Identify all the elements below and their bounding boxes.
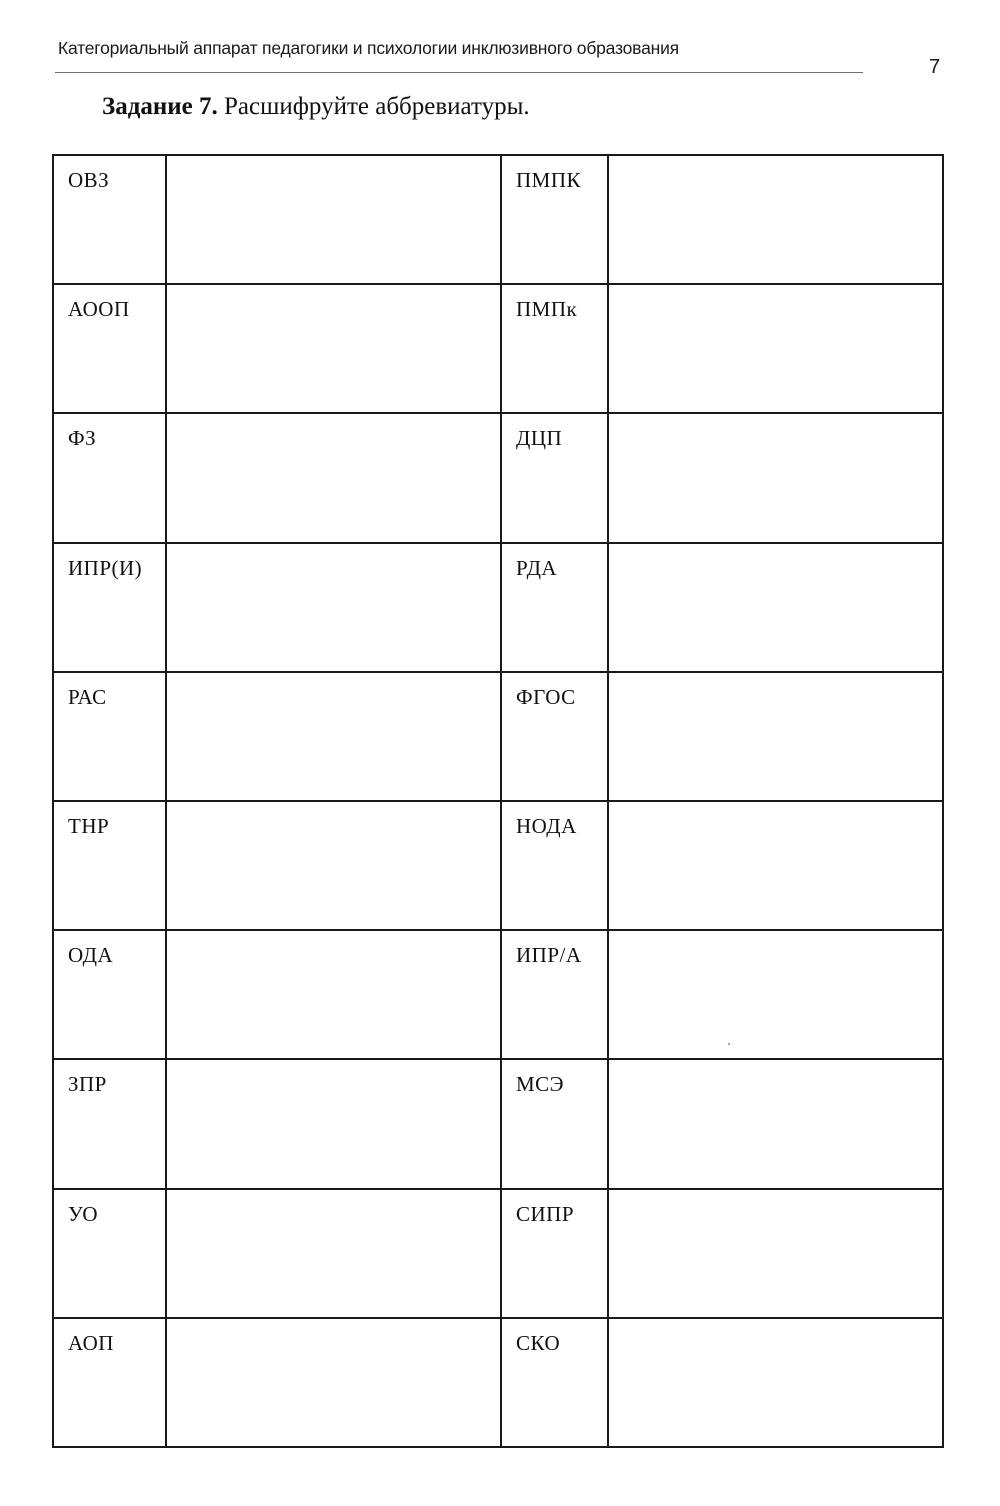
table-row bbox=[53, 1059, 943, 1188]
answer-cell[interactable] bbox=[608, 284, 943, 413]
abbreviation-cell: ЗПР bbox=[53, 1059, 166, 1188]
abbreviation-cell: ТНР bbox=[53, 801, 166, 930]
answer-cell[interactable] bbox=[166, 1318, 501, 1447]
abbreviation-cell: ФЗ bbox=[53, 413, 166, 542]
abbreviation-cell: ПМПК bbox=[501, 155, 608, 284]
abbreviation-cell: ИПР(И) bbox=[53, 543, 166, 672]
answer-cell[interactable] bbox=[166, 801, 501, 930]
task-heading bbox=[102, 93, 530, 121]
answer-cell[interactable] bbox=[608, 543, 943, 672]
abbreviation-cell: СКО bbox=[501, 1318, 608, 1447]
scan-speck bbox=[728, 1043, 730, 1045]
answer-cell[interactable] bbox=[608, 155, 943, 284]
answer-cell[interactable] bbox=[166, 1189, 501, 1318]
abbreviation-cell: АОП bbox=[53, 1318, 166, 1447]
abbreviation-cell: СИПР bbox=[501, 1189, 608, 1318]
abbreviation-cell: ОВЗ bbox=[53, 155, 166, 284]
answer-cell[interactable] bbox=[608, 1318, 943, 1447]
page-number: 7 bbox=[929, 56, 941, 78]
table-row bbox=[53, 284, 943, 413]
answer-cell[interactable] bbox=[608, 413, 943, 542]
answer-cell[interactable] bbox=[166, 930, 501, 1059]
table-row bbox=[53, 801, 943, 930]
abbreviation-cell: ОДА bbox=[53, 930, 166, 1059]
abbreviation-cell: ИПР/А bbox=[501, 930, 608, 1059]
table-row bbox=[53, 672, 943, 801]
abbreviation-table bbox=[52, 154, 944, 1448]
answer-cell[interactable] bbox=[608, 672, 943, 801]
answer-cell[interactable] bbox=[608, 1189, 943, 1318]
abbreviation-cell: ФГОС bbox=[501, 672, 608, 801]
table-row bbox=[53, 930, 943, 1059]
answer-cell[interactable] bbox=[166, 672, 501, 801]
table-row bbox=[53, 1318, 943, 1447]
answer-cell[interactable] bbox=[166, 155, 501, 284]
answer-cell[interactable] bbox=[608, 1059, 943, 1188]
abbreviation-cell: РДА bbox=[501, 543, 608, 672]
abbreviation-cell: НОДА bbox=[501, 801, 608, 930]
abbreviation-cell: УО bbox=[53, 1189, 166, 1318]
abbreviation-cell: РАС bbox=[53, 672, 166, 801]
answer-cell[interactable] bbox=[166, 1059, 501, 1188]
table-row bbox=[53, 413, 943, 542]
table-row bbox=[53, 543, 943, 672]
answer-cell[interactable] bbox=[166, 284, 501, 413]
table-row bbox=[53, 1189, 943, 1318]
abbreviation-cell: ПМПк bbox=[501, 284, 608, 413]
abbreviation-cell: АООП bbox=[53, 284, 166, 413]
abbreviation-cell: ДЦП bbox=[501, 413, 608, 542]
answer-cell[interactable] bbox=[166, 413, 501, 542]
running-header-title: Категориальный аппарат педагогики и психологии инклюзивного образования bbox=[58, 38, 679, 58]
abbreviation-cell: МСЭ bbox=[501, 1059, 608, 1188]
task-label: Задание 7. bbox=[102, 93, 218, 120]
answer-cell[interactable] bbox=[608, 930, 943, 1059]
answer-cell[interactable] bbox=[608, 801, 943, 930]
table-row bbox=[53, 155, 943, 284]
header-rule bbox=[55, 72, 863, 73]
task-instruction: Расшифруйте аббревиатуры. bbox=[224, 93, 530, 120]
answer-cell[interactable] bbox=[166, 543, 501, 672]
